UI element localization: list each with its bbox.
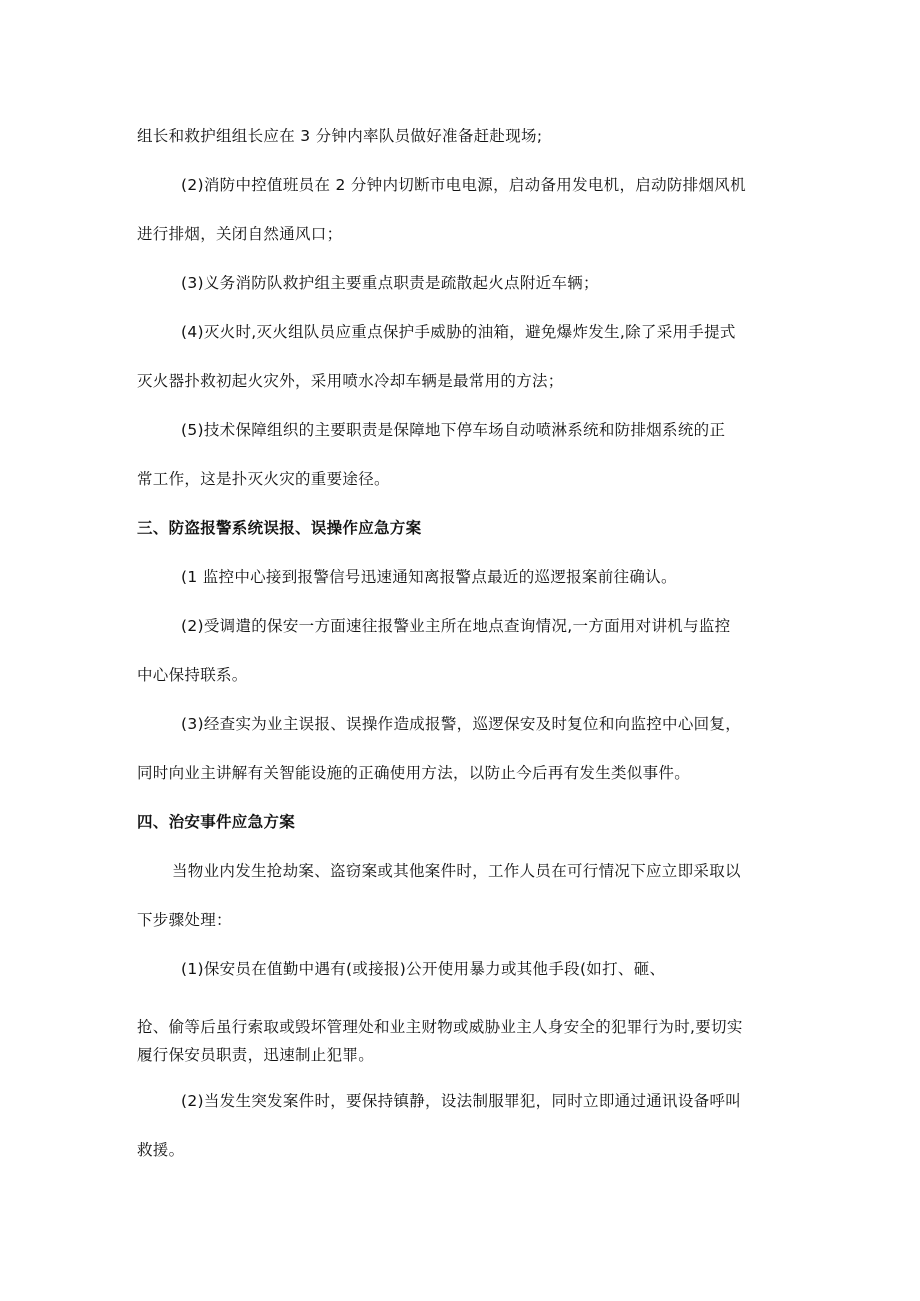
text-line: (2)当发生突发案件时，要保持镇静，设法制服罪犯，同时立即通过通讯设备呼叫: [181, 1092, 742, 1110]
text-line: 进行排烟，关闭自然通风口；: [137, 225, 343, 243]
text-line: 灭火器扑救初起火灾外，采用喷水冷却车辆是最常用的方法；: [137, 372, 564, 390]
section-heading: 三、防盗报警系统误报、误操作应急方案: [137, 519, 422, 537]
text-line: (1 监控中心接到报警信号迅速通知离报警点最近的巡逻报案前往确认。: [181, 568, 677, 586]
text-line: (1)保安员在值勤中遇有(或接报)公开使用暴力或其他手段(如打、砸、: [181, 960, 666, 978]
text-line: 抢、偷等后虽行索取或毁坏管理处和业主财物或威胁业主人身安全的犯罪行为时,要切实: [137, 1018, 743, 1036]
text-line: 当物业内发生抢劫案、盗窃案或其他案件时，工作人员在可行情况下应立即采取以: [172, 862, 741, 880]
text-line: 履行保安员职责，迅速制止犯罪。: [137, 1046, 375, 1064]
text-line: 中心保持联系。: [137, 666, 248, 684]
text-line: (2)受调遣的保安一方面速往报警业主所在地点查询情况,一方面用对讲机与监控: [181, 617, 731, 635]
text-line: 常工作，这是扑灭火灾的重要途径。: [137, 470, 390, 488]
text-line: 救援。: [137, 1141, 185, 1159]
text-line: (4)灭火时,灭火组队员应重点保护手威胁的油箱，避免爆炸发生,除了采用手提式: [181, 323, 736, 341]
text-line: 下步骤处理：: [137, 911, 232, 929]
text-line: (2)消防中控值班员在 2 分钟内切断市电电源，启动备用发电机，启动防排烟风机: [181, 176, 746, 194]
text-line: (3)经查实为业主误报、误操作造成报警，巡逻保安及时复位和向监控中心回复，: [181, 715, 742, 733]
text-line: (3)义务消防队救护组主要重点职责是疏散起火点附近车辆；: [181, 274, 599, 292]
text-line: 同时向业主讲解有关智能设施的正确使用方法，以防止今后再有发生类似事件。: [137, 764, 691, 782]
section-heading: 四、治安事件应急方案: [137, 813, 296, 831]
text-line: 组长和救护组组长应在 3 分钟内率队员做好准备赶赴现场;: [137, 127, 543, 145]
text-line: (5)技术保障组织的主要职责是保障地下停车场自动喷淋系统和防排烟系统的正: [181, 421, 726, 439]
